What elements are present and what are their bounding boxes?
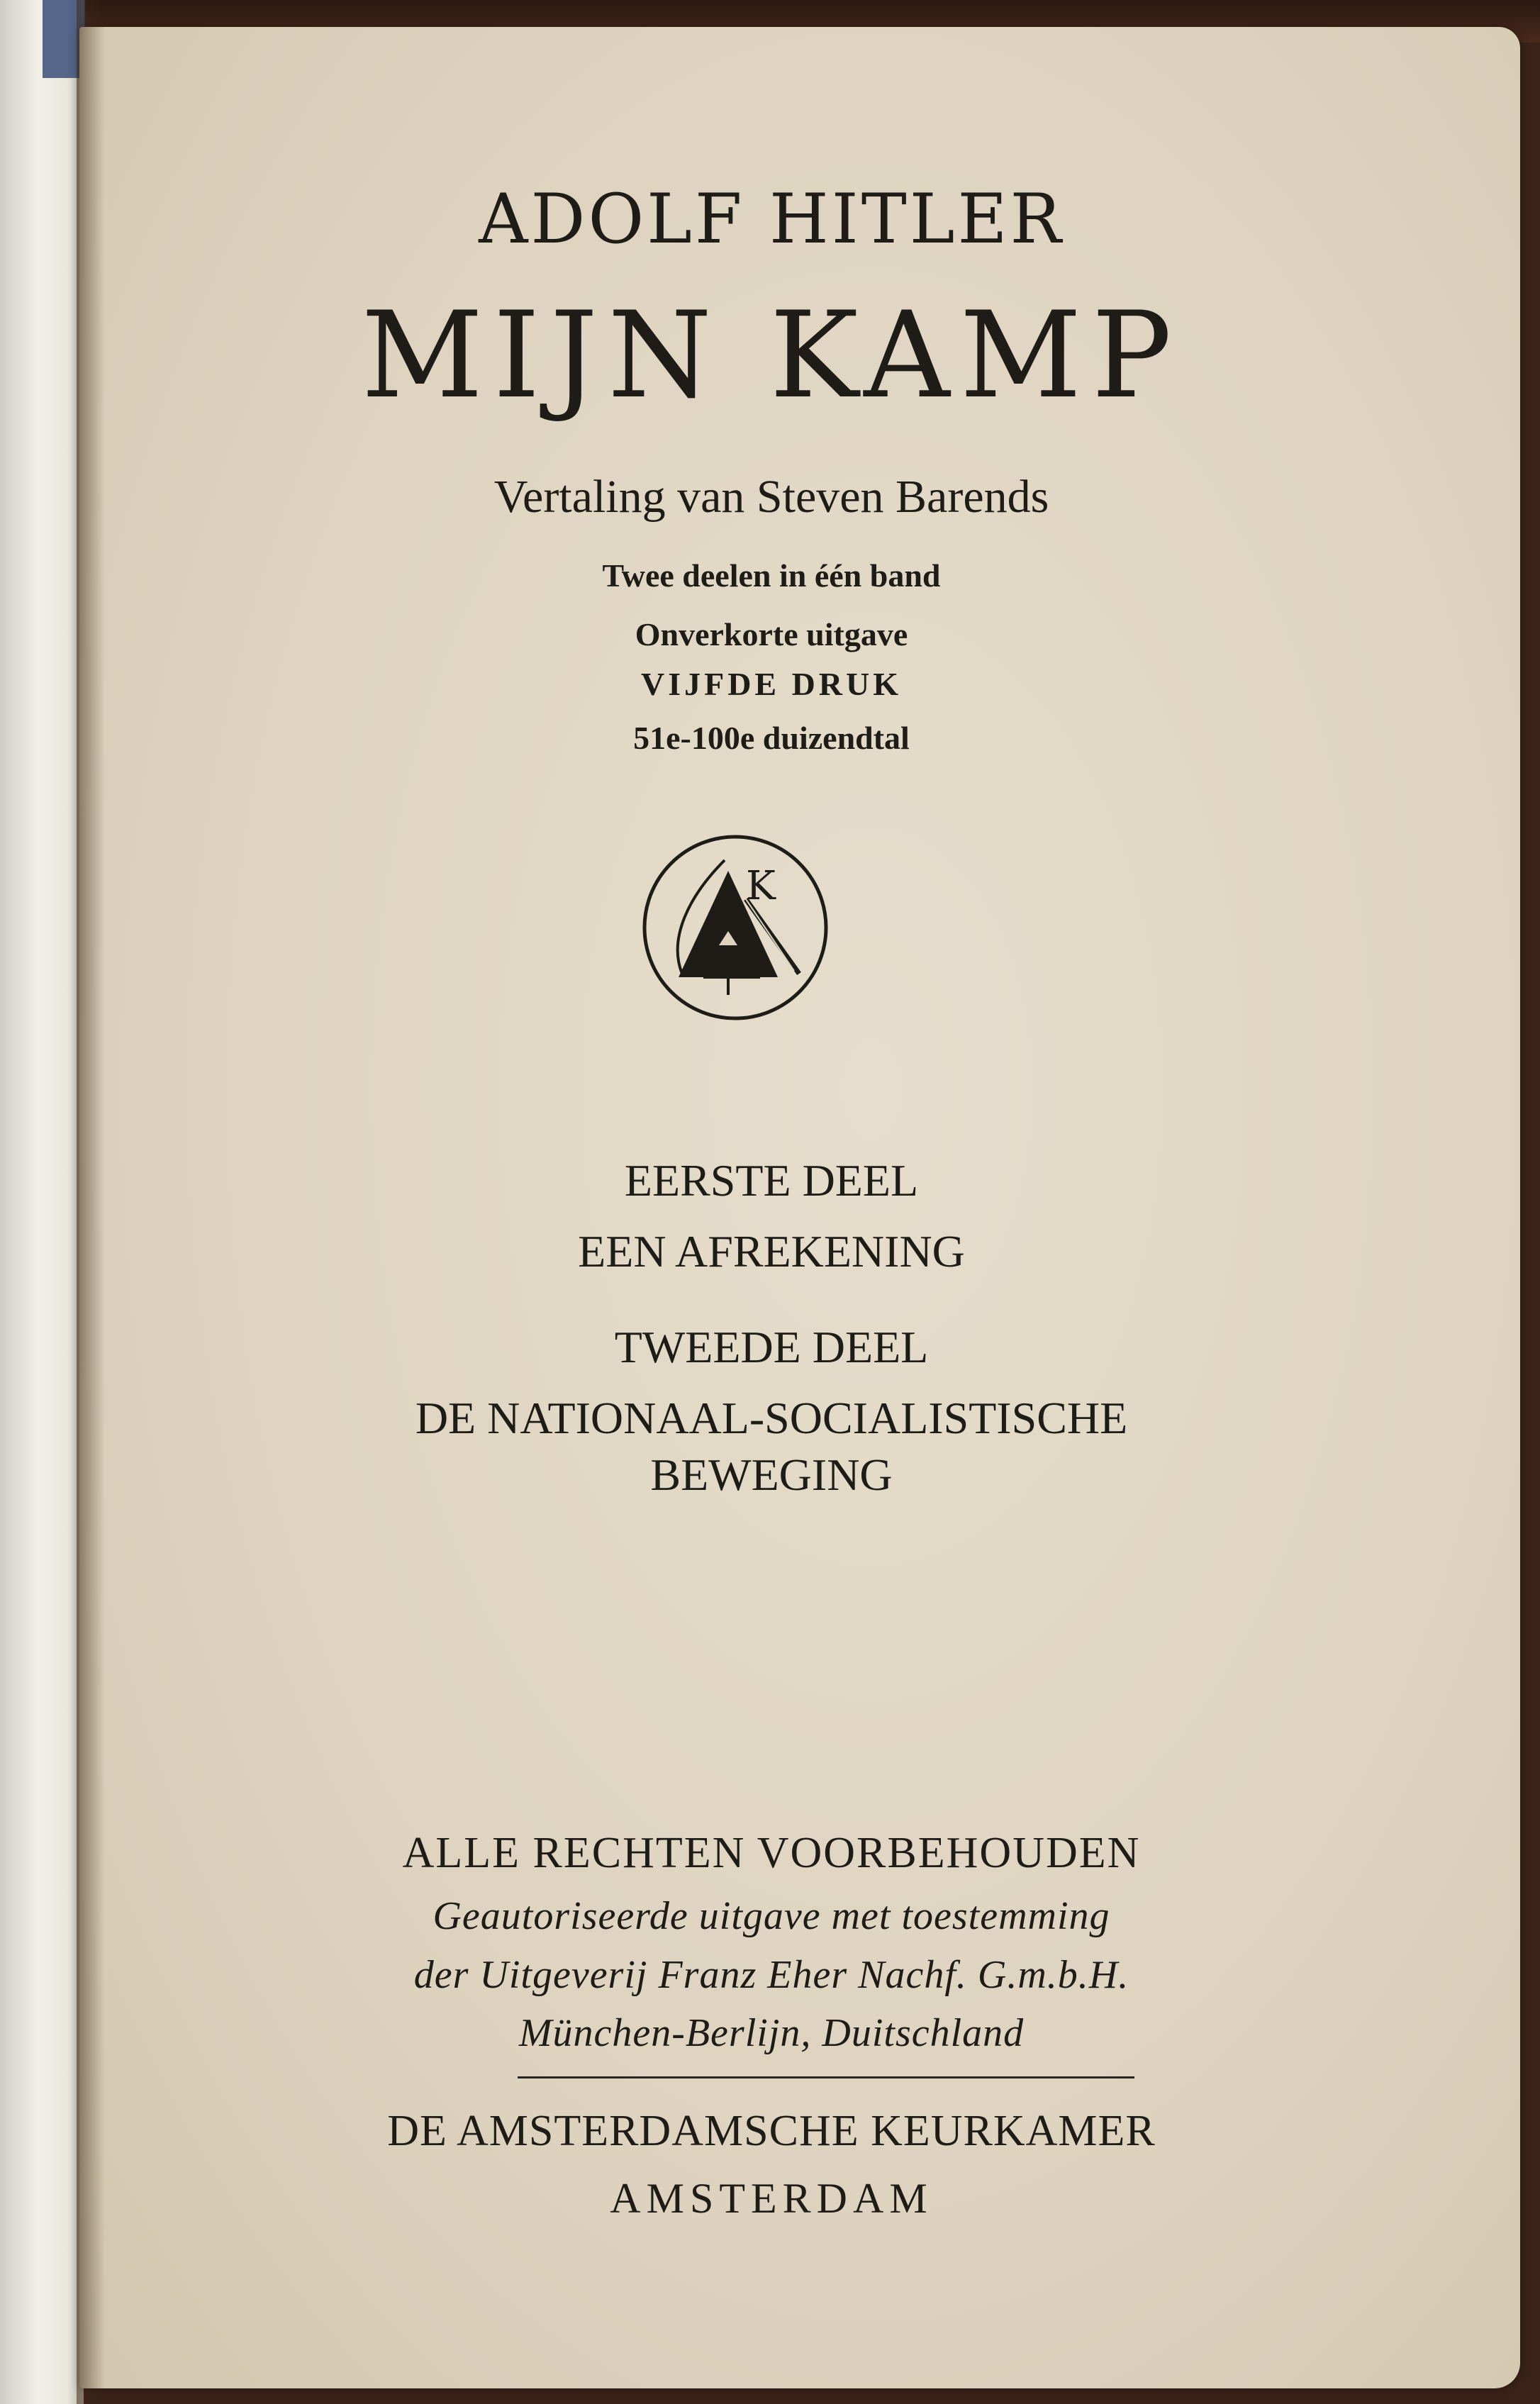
part-two-title-continued: BEWEGING — [650, 1449, 893, 1500]
divider-rule — [518, 2076, 1134, 2079]
edition-line: VIJFDE DRUK — [640, 666, 903, 702]
print-run-line: 51e-100e duizendtal — [633, 720, 910, 756]
translator-line: Vertaling van Steven Barends — [493, 471, 1049, 523]
unabridged-line: Onverkorte uitgave — [635, 616, 908, 652]
rights-notice: ALLE RECHTEN VOORBEHOUDEN — [402, 1829, 1141, 1877]
author-name: ADOLF HITLER — [479, 179, 1064, 259]
book-title: MIJN KAMP — [361, 286, 1182, 425]
title-page — [79, 27, 1520, 2388]
volumes-line: Twee deelen in één band — [602, 557, 941, 594]
part-two-label: TWEEDE DEEL — [614, 1322, 929, 1372]
svg-text:K: K — [746, 863, 776, 909]
publisher-logo-icon — [640, 832, 831, 1023]
part-one-label: EERSTE DEEL — [624, 1155, 919, 1206]
publisher-city: AMSTERDAM — [610, 2175, 933, 2222]
publisher-name: DE AMSTERDAMSCHE KEURKAMER — [387, 2107, 1156, 2155]
authorization-line-2: der Uitgeverij Franz Eher Nachf. G.m.b.H. — [413, 1953, 1129, 1997]
part-two-title: DE NATIONAAL-SOCIALISTISCHE — [415, 1393, 1128, 1443]
authorization-line-1: Geautoriseerde uitgave met toestemming — [433, 1894, 1110, 1938]
authorization-line-3: München-Berlijn, Duitschland — [518, 2011, 1025, 2055]
gutter-shadow — [77, 0, 105, 2404]
part-one-title: EEN AFREKENING — [578, 1226, 965, 1276]
